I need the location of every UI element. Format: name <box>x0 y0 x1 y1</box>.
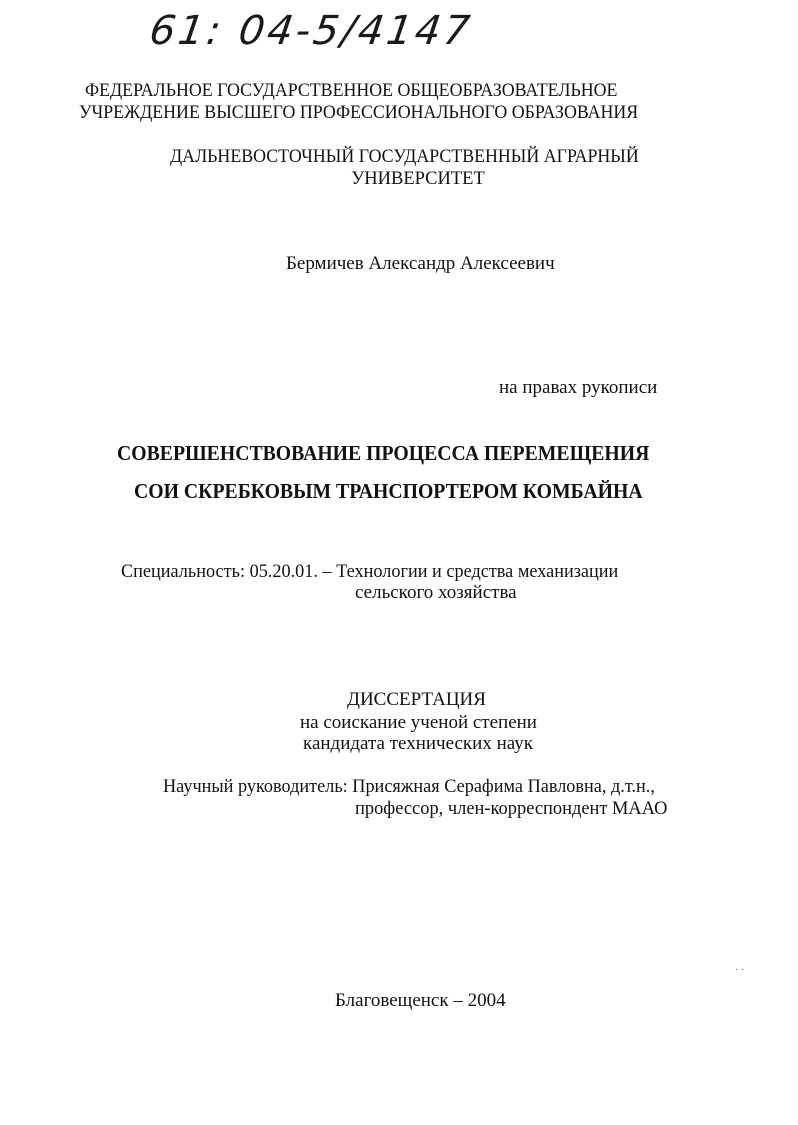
specialty-line-2: сельского хозяйства <box>355 582 517 603</box>
institution-line-1: ФЕДЕРАЛЬНОЕ ГОСУДАРСТВЕННОЕ ОБЩЕОБРАЗОВАТЕЛЬНОЕ <box>85 81 618 101</box>
specialty-line-1: Специальность: 05.20.01. – Технологии и средства механизации <box>121 561 619 582</box>
dissertation-degree-line-2: кандидата технических наук <box>303 733 533 754</box>
supervisor-line-2: профессор, член-корреспондент МААО <box>355 798 668 819</box>
institution-line-2: УЧРЕЖДЕНИЕ ВЫСШЕГО ПРОФЕССИОНАЛЬНОГО ОБРАЗОВАНИЯ <box>79 103 639 123</box>
title-line-2: СОИ СКРЕБКОВЫМ ТРАНСПОРТЕРОМ КОМБАЙНА <box>134 479 643 503</box>
author-name: Бермичев Александр Алексеевич <box>286 253 555 274</box>
dissertation-heading: ДИССЕРТАЦИЯ <box>347 689 486 710</box>
university-line-1: ДАЛЬНЕВОСТОЧНЫЙ ГОСУДАРСТВЕННЫЙ АГРАРНЫЙ <box>170 147 639 167</box>
supervisor-line-1: Научный руководитель: Присяжная Серафима Павловна, д.т.н., <box>163 776 655 797</box>
university-line-2: УНИВЕРСИТЕТ <box>351 169 485 189</box>
scan-speck: · · <box>735 965 745 976</box>
title-line-1: СОВЕРШЕНСТВОВАНИЕ ПРОЦЕССА ПЕРЕМЕЩЕНИЯ <box>117 441 650 465</box>
archive-number-handwritten: 61: 04-5/4147 <box>146 8 476 54</box>
dissertation-degree-line-1: на соискание ученой степени <box>300 712 537 733</box>
manuscript-note: на правах рукописи <box>499 377 658 398</box>
place-and-year: Благовещенск – 2004 <box>335 990 506 1011</box>
